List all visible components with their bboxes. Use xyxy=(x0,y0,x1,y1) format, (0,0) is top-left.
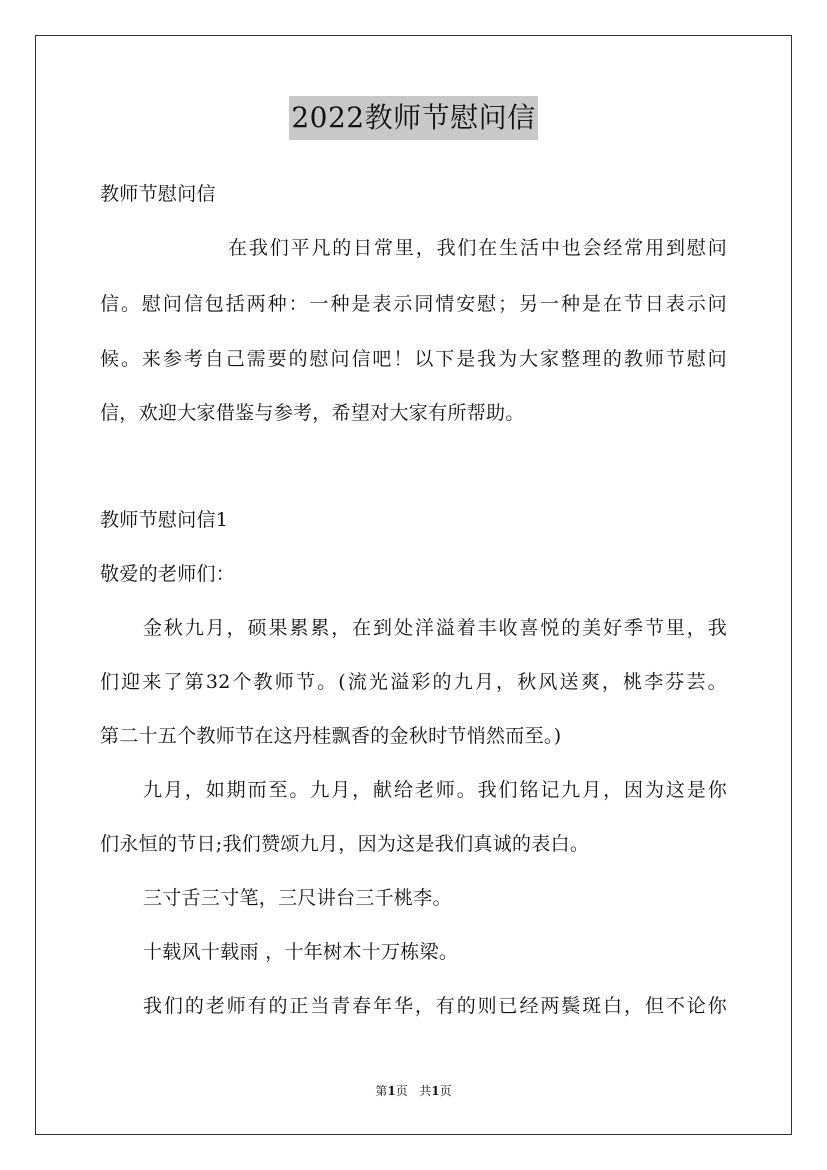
paragraph-line: 三寸舌三寸笔，三尺讲台三千桃李。 xyxy=(143,887,452,909)
page-footer xyxy=(0,1083,827,1099)
paragraph-line: 第二十五个教师节在这丹桂飘香的金秋时节悄然而至。) xyxy=(100,725,562,747)
page-suffix: 页 xyxy=(395,1084,408,1098)
intro-line: 信，欢迎大家借鉴与参考，希望对大家有所帮助。 xyxy=(100,402,525,424)
total-prefix: 共 xyxy=(419,1084,432,1098)
page-prefix: 第 xyxy=(375,1084,388,1098)
section-title: 教师节慰问信1 xyxy=(100,509,229,531)
heading: 教师节慰问信 xyxy=(100,183,216,205)
intro-line: 候。来参考自己需要的慰问信吧！以下是我为大家整理的教师节慰问 xyxy=(100,348,727,370)
page-number: 1 xyxy=(387,1084,396,1098)
paragraph-line: 十载风十载雨 ，十年树木十万栋梁。 xyxy=(143,941,459,963)
paragraph-line: 九月，如期而至。九月，献给老师。我们铭记九月，因为这是你 xyxy=(143,779,727,801)
total-suffix: 页 xyxy=(439,1084,452,1098)
paragraph-line: 金秋九月，硕果累累，在到处洋溢着丰收喜悦的美好季节里，我 xyxy=(143,617,727,639)
paragraph-line: 们永恒的节日;我们赞颂九月，因为这是我们真诚的表白。 xyxy=(100,833,590,855)
paragraph-line: 们迎来了第32个教师节。(流光溢彩的九月，秋风送爽，桃李芬芸。 xyxy=(100,671,727,693)
salutation: 敬爱的老师们： xyxy=(100,563,236,585)
paragraph-line: 我们的老师有的正当青春年华，有的则已经两鬓斑白，但不论你 xyxy=(143,995,727,1017)
total-pages: 1 xyxy=(431,1084,440,1098)
document-title: 2022教师节慰问信 xyxy=(289,96,537,140)
intro-line: 信。慰问信包括两种：一种是表示同情安慰；另一种是在节日表示问 xyxy=(100,293,727,315)
intro-line: 在我们平凡的日常里，我们在生活中也会经常用到慰问 xyxy=(228,237,727,259)
title-container xyxy=(0,96,827,140)
